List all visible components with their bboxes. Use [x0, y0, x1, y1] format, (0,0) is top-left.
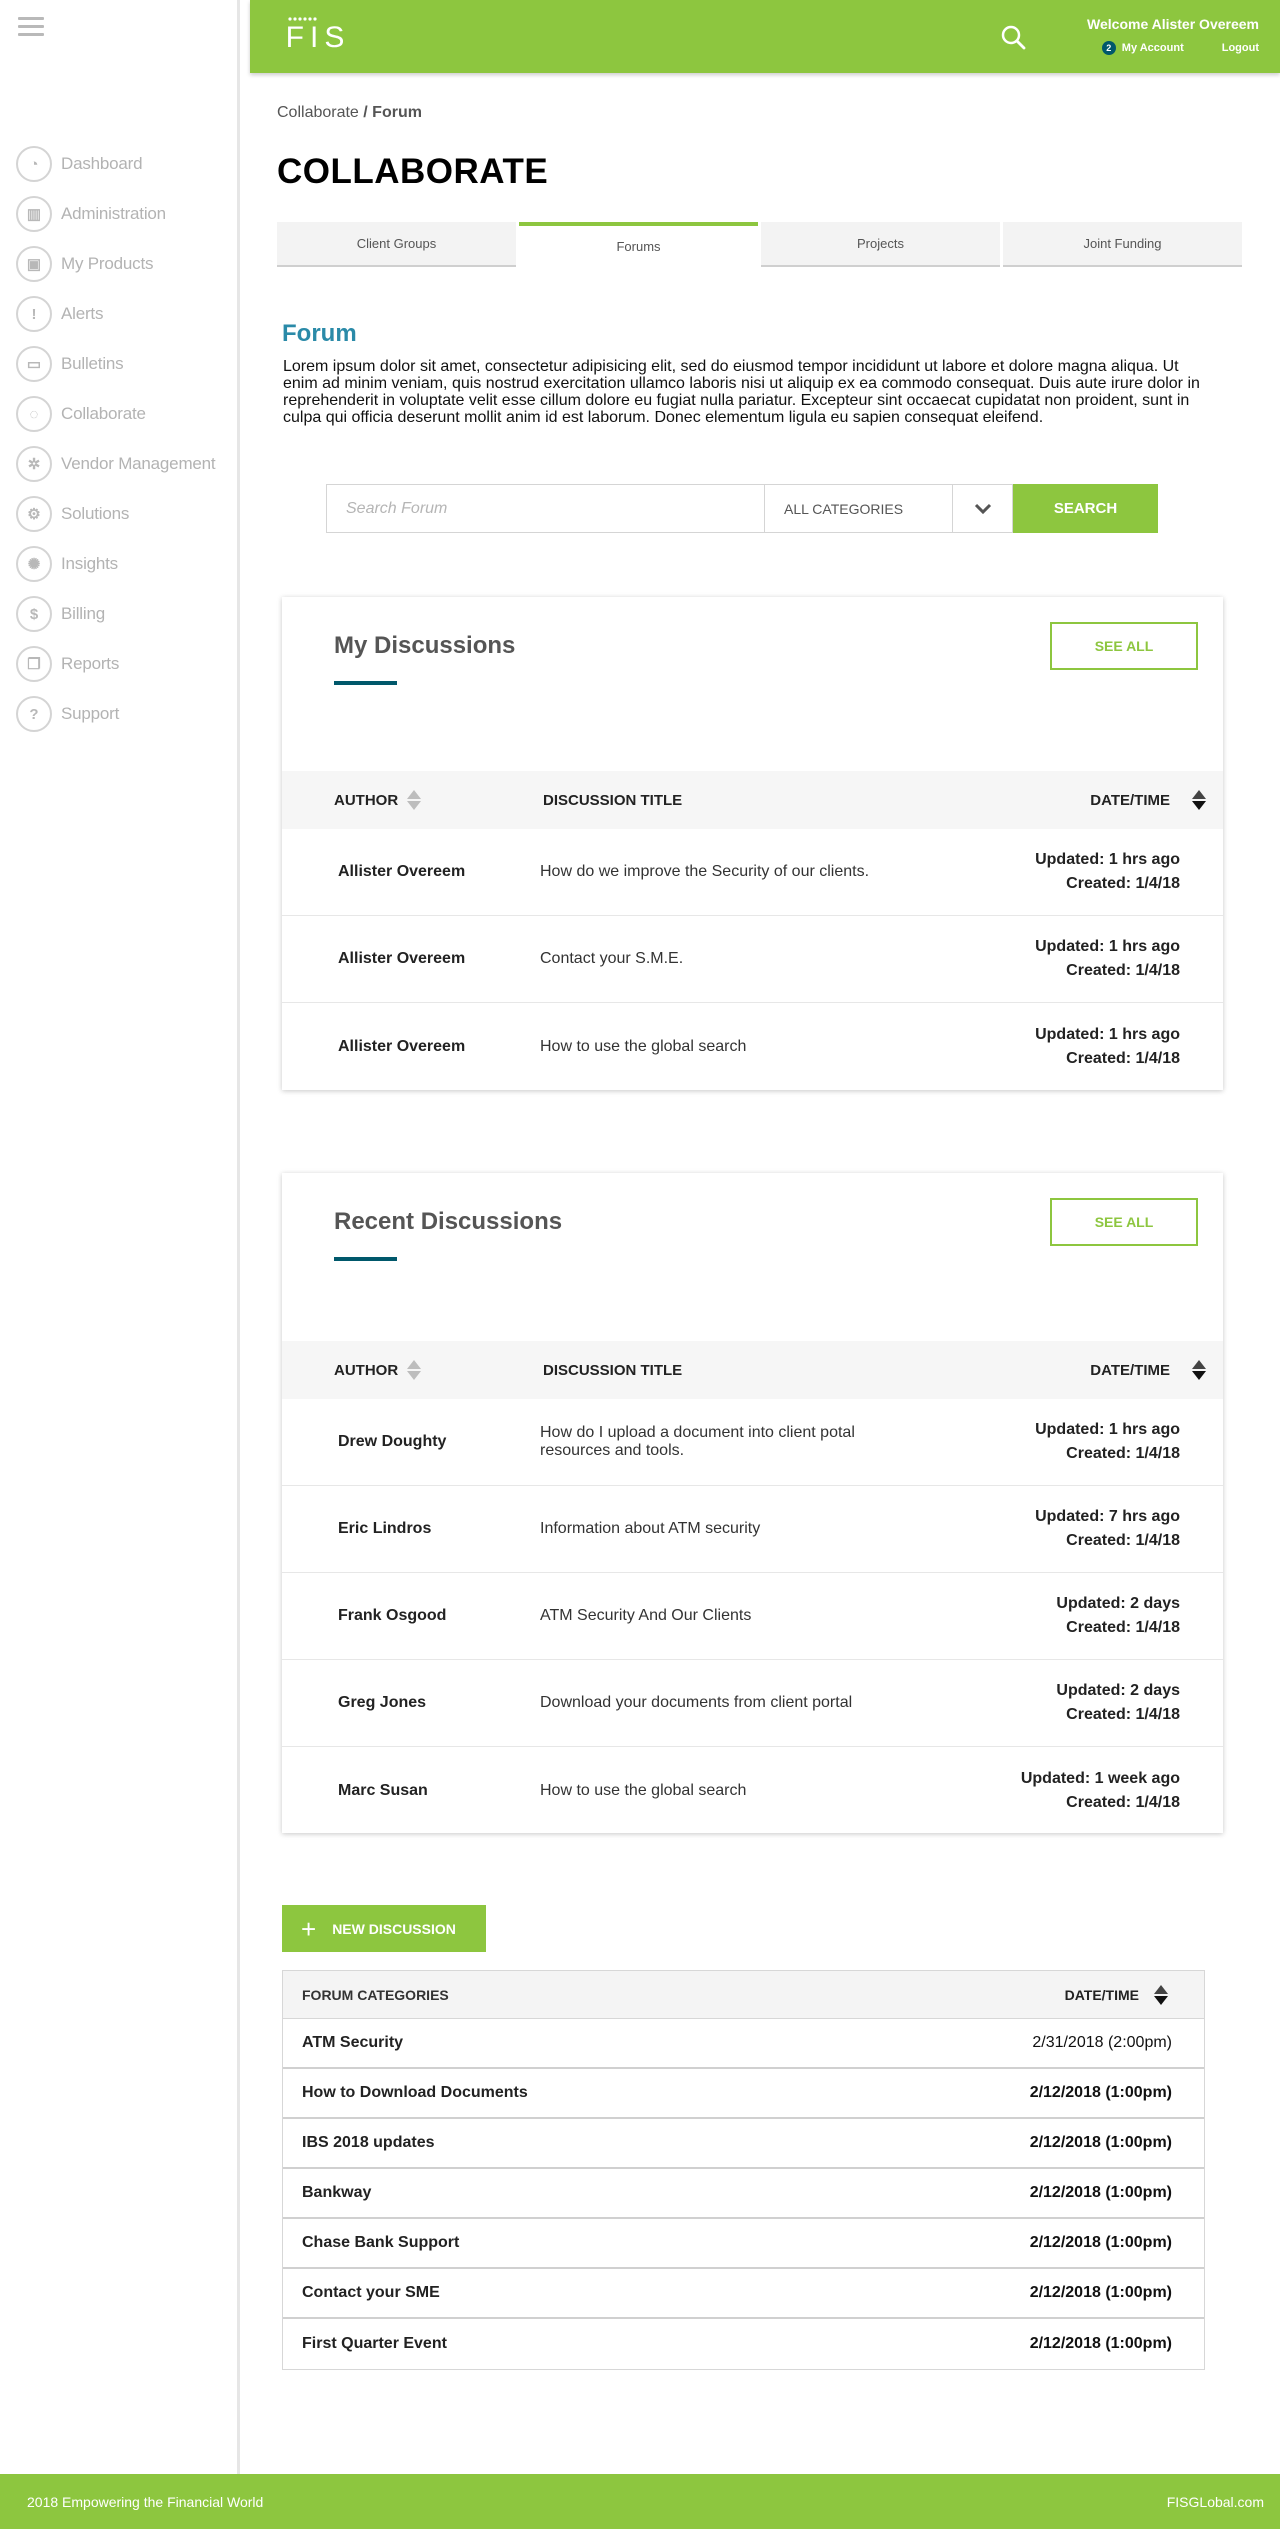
category-date: 2/12/2018 (1:00pm) — [1029, 2134, 1172, 2151]
created-text: Created: 1/4/18 — [1066, 1532, 1180, 1549]
category-name: Bankway — [302, 2184, 372, 2201]
page-footer — [0, 2474, 1280, 2529]
created-text: Created: 1/4/18 — [1066, 1619, 1180, 1636]
sidebar-item-label: Bulletins — [61, 354, 124, 373]
created-text: Created: 1/4/18 — [1066, 962, 1180, 979]
sidebar-item-label: My Products — [61, 254, 154, 273]
alert-icon: ! — [16, 296, 52, 332]
updated-text: Updated: 1 hrs ago — [1035, 938, 1180, 955]
sidebar-item-label: Support — [61, 704, 120, 723]
category-row[interactable] — [283, 2319, 1204, 2369]
category-row[interactable] — [283, 2269, 1204, 2319]
breadcrumb-current: Forum — [372, 104, 422, 121]
created-text: Created: 1/4/18 — [1066, 1706, 1180, 1723]
date-header-label: DATE/TIME — [1064, 1987, 1139, 2003]
table-header — [282, 771, 1223, 829]
title-underline — [334, 681, 397, 685]
sort-icon[interactable] — [1192, 1358, 1206, 1382]
invoice-icon: $ — [16, 596, 52, 632]
sort-icon[interactable] — [407, 788, 421, 812]
my-discussions-title: My Discussions — [334, 632, 516, 659]
sidebar — [0, 0, 240, 2474]
category-dropdown-button[interactable] — [953, 484, 1013, 533]
notification-badge: 2 — [1102, 41, 1116, 55]
category-date: 2/31/2018 (2:00pm) — [1032, 2034, 1172, 2051]
author-header-label: AUTHOR — [334, 791, 399, 809]
date-cell — [1035, 829, 1180, 915]
search-button[interactable]: SEARCH — [1013, 484, 1158, 533]
tab-client-groups[interactable]: Client Groups — [277, 222, 516, 267]
bank-icon: ▥ — [16, 196, 52, 232]
table-row[interactable] — [282, 1747, 1223, 1834]
sidebar-item-label: Collaborate — [61, 404, 146, 423]
created-text: Created: 1/4/18 — [1066, 1793, 1180, 1811]
title-column-header: DISCUSSION TITLE — [543, 1361, 683, 1379]
dashboard-icon: ◔ — [16, 146, 52, 182]
page-title: COLLABORATE — [277, 152, 549, 191]
updated-text: Updated: 1 hrs ago — [1035, 851, 1180, 868]
question-icon: ? — [16, 696, 52, 732]
discussion-title-link[interactable]: How do we improve the Security of our clients. — [540, 863, 870, 880]
category-date: 2/12/2018 (1:00pm) — [1029, 2084, 1172, 2101]
date-cell — [1056, 1660, 1180, 1746]
welcome-text: Welcome Alister Overeem — [1087, 16, 1259, 32]
discussion-title-link[interactable]: Information about ATM security — [540, 1520, 761, 1537]
sidebar-item-label: Reports — [61, 654, 120, 673]
date-cell — [1035, 1486, 1180, 1572]
author-header-label: AUTHOR — [334, 1361, 399, 1379]
categories-column-header: FORUM CATEGORIES — [302, 1987, 449, 2003]
sidebar-item-dashboard[interactable] — [16, 139, 236, 189]
footer-tagline: 2018 Empowering the Financial World — [27, 2493, 264, 2510]
category-date: 2/12/2018 (1:00pm) — [1029, 2335, 1172, 2352]
table-row[interactable] — [282, 1003, 1223, 1090]
logout-link[interactable]: Logout — [1221, 42, 1259, 54]
category-date: 2/12/2018 (1:00pm) — [1029, 2184, 1172, 2201]
author-cell: Allister Overeem — [338, 950, 466, 967]
tab-forums[interactable]: Forums — [519, 222, 758, 267]
footer-site-link[interactable]: FISGLobal.com — [1166, 2493, 1264, 2510]
breadcrumb-separator: / — [358, 104, 373, 121]
sidebar-item-solutions[interactable] — [16, 489, 236, 539]
category-name: Contact your SME — [302, 2284, 440, 2301]
sidebar-item-label: Alerts — [61, 304, 104, 323]
search-input[interactable] — [326, 484, 765, 533]
breadcrumb-parent-link[interactable]: Collaborate — [277, 104, 359, 121]
discussion-title-link[interactable]: ATM Security And Our Clients — [540, 1607, 752, 1624]
table-row[interactable] — [282, 829, 1223, 916]
tab-joint-funding[interactable]: Joint Funding — [1003, 222, 1242, 267]
cogs-icon: ⚙ — [16, 496, 52, 532]
created-text: Created: 1/4/18 — [1066, 1445, 1180, 1462]
created-text: Created: 1/4/18 — [1066, 875, 1180, 892]
date-header-label: DATE/TIME — [1090, 1361, 1170, 1379]
table-row[interactable] — [282, 1573, 1223, 1660]
sidebar-item-my-products[interactable] — [16, 239, 236, 289]
updated-text: Updated: 7 hrs ago — [1035, 1508, 1180, 1525]
sidebar-nav — [16, 139, 236, 739]
date-cell — [1056, 1573, 1180, 1659]
updated-text: Updated: 2 days — [1056, 1595, 1180, 1612]
author-column-header[interactable] — [334, 771, 421, 829]
recent-discussions-title: Recent Discussions — [334, 1208, 563, 1235]
author-column-header[interactable] — [334, 1341, 421, 1399]
sidebar-item-label: Vendor Management — [61, 454, 216, 473]
sidebar-item-vendor-management[interactable] — [16, 439, 236, 489]
category-row[interactable] — [283, 2069, 1204, 2119]
new-discussion-button[interactable] — [282, 1905, 486, 1952]
sidebar-item-billing[interactable] — [16, 589, 236, 639]
search-icon[interactable] — [1000, 24, 1026, 50]
category-date: 2/12/2018 (1:00pm) — [1029, 2234, 1172, 2251]
updated-text: Updated: 2 days — [1056, 1682, 1180, 1699]
date-cell — [1035, 1399, 1180, 1485]
top-header — [250, 0, 1280, 73]
author-cell: Drew Doughty — [338, 1433, 447, 1450]
date-header-label: DATE/TIME — [1090, 791, 1170, 809]
category-row[interactable] — [283, 2019, 1204, 2069]
chat-icon: ◌ — [16, 396, 52, 432]
sidebar-item-label: Solutions — [61, 504, 130, 523]
sidebar-item-support[interactable] — [16, 689, 236, 739]
table-row[interactable] — [282, 916, 1223, 1003]
sidebar-item-reports[interactable] — [16, 639, 236, 689]
category-row[interactable] — [283, 2119, 1204, 2169]
table-row[interactable] — [282, 1399, 1223, 1486]
discussion-title-link[interactable]: Contact your S.M.E. — [540, 950, 684, 967]
my-discussions-card — [282, 597, 1223, 1090]
category-name: Chase Bank Support — [302, 2234, 460, 2251]
lightbulb-icon: ✺ — [16, 546, 52, 582]
category-select[interactable]: ALL CATEGORIES — [765, 484, 953, 533]
author-cell: Allister Overeem — [338, 1037, 466, 1055]
author-cell: Eric Lindros — [338, 1520, 432, 1537]
author-cell: Allister Overeem — [338, 863, 466, 880]
forum-search-bar — [326, 484, 1158, 533]
tab-projects[interactable]: Projects — [761, 222, 1000, 267]
sidebar-item-administration[interactable] — [16, 189, 236, 239]
forum-description: Lorem ipsum dolor sit amet, consectetur adipisicing elit, sed do eiusmod tempor incididunt ut labore et dolore magna aliqua. Ut enim ad minim veniam, quis nostrud exercitation ullamco laboris nisi ut aliquip ex ea commodo consequat. Duis aute irure dolor in reprehenderit in voluptate velit esse cillum dolore eu fugiat nulla pariatur. Excepteur sint occaecat cupidatat non proident, sunt in culpa qui officia deserunt mollit anim id est laborum. Donec elementum ligula eu sapien consequat eleifend. — [283, 358, 1200, 426]
recent-discussions-card — [282, 1173, 1223, 1833]
title-underline — [334, 1257, 397, 1261]
sidebar-item-insights[interactable] — [16, 539, 236, 589]
category-date: 2/12/2018 (1:00pm) — [1029, 2284, 1172, 2301]
hamburger-menu-icon[interactable] — [18, 17, 44, 37]
category-name: How to Download Documents — [302, 2084, 528, 2101]
author-cell: Frank Osgood — [338, 1607, 447, 1624]
sidebar-item-alerts[interactable] — [16, 289, 236, 339]
plus-icon: + — [301, 1913, 317, 1944]
discussion-title-link[interactable]: How to use the global search — [540, 1037, 747, 1055]
account-links — [1102, 41, 1259, 55]
sidebar-item-label: Administration — [61, 204, 166, 223]
table-row[interactable] — [282, 1486, 1223, 1573]
category-row[interactable] — [283, 2219, 1204, 2269]
updated-text: Updated: 1 hrs ago — [1035, 1025, 1180, 1043]
my-discussions-see-all-button[interactable]: SEE ALL — [1050, 622, 1198, 670]
sidebar-item-label: Insights — [61, 554, 118, 573]
table-header — [283, 1971, 1204, 2019]
author-cell: Greg Jones — [338, 1694, 427, 1711]
date-column-header[interactable] — [1090, 771, 1206, 829]
title-column-header: DISCUSSION TITLE — [543, 791, 683, 809]
forum-heading: Forum — [282, 320, 357, 347]
discussion-title-link[interactable]: How do I upload a document into client potal resources and tools. — [540, 1424, 855, 1459]
recent-discussions-see-all-button[interactable]: SEE ALL — [1050, 1198, 1198, 1246]
category-name: First Quarter Event — [302, 2335, 447, 2352]
created-text: Created: 1/4/18 — [1066, 1049, 1180, 1067]
sidebar-item-bulletins[interactable] — [16, 339, 236, 389]
table-row[interactable] — [282, 1660, 1223, 1747]
section-tabs — [277, 222, 1242, 267]
logo-text: FIS — [285, 21, 351, 54]
table-header — [282, 1341, 1223, 1399]
sort-icon[interactable] — [1192, 788, 1206, 812]
category-row[interactable] — [283, 2169, 1204, 2219]
discussion-title-link[interactable]: How to use the global search — [540, 1781, 747, 1799]
date-cell — [1035, 1003, 1180, 1090]
fis-logo[interactable] — [278, 14, 358, 54]
author-cell: Marc Susan — [338, 1781, 428, 1799]
date-cell — [1035, 916, 1180, 1002]
box-icon: ▣ — [16, 246, 52, 282]
my-account-link[interactable]: My Account — [1121, 42, 1184, 54]
updated-text: Updated: 1 week ago — [1020, 1769, 1180, 1787]
category-name: ATM Security — [302, 2034, 404, 2051]
new-discussion-label: NEW DISCUSSION — [332, 1920, 456, 1937]
sort-icon[interactable] — [1154, 1983, 1168, 2007]
updated-text: Updated: 1 hrs ago — [1035, 1421, 1180, 1438]
date-column-header[interactable] — [1090, 1341, 1206, 1399]
chevron-down-icon — [974, 503, 992, 515]
forum-categories-table — [282, 1970, 1205, 2370]
date-column-header[interactable] — [1065, 1971, 1168, 2019]
folder-icon: ▭ — [16, 346, 52, 382]
discussion-title-link[interactable]: Download your documents from client portal — [540, 1694, 853, 1711]
sort-icon[interactable] — [407, 1358, 421, 1382]
sidebar-item-label: Billing — [61, 604, 105, 623]
gear-icon: ✲ — [16, 446, 52, 482]
category-name: IBS 2018 updates — [302, 2134, 435, 2151]
breadcrumb — [277, 104, 422, 122]
sidebar-item-collaborate[interactable] — [16, 389, 236, 439]
reports-icon: ❐ — [16, 646, 52, 682]
sidebar-item-label: Dashboard — [61, 154, 143, 173]
date-cell — [1021, 1747, 1180, 1834]
